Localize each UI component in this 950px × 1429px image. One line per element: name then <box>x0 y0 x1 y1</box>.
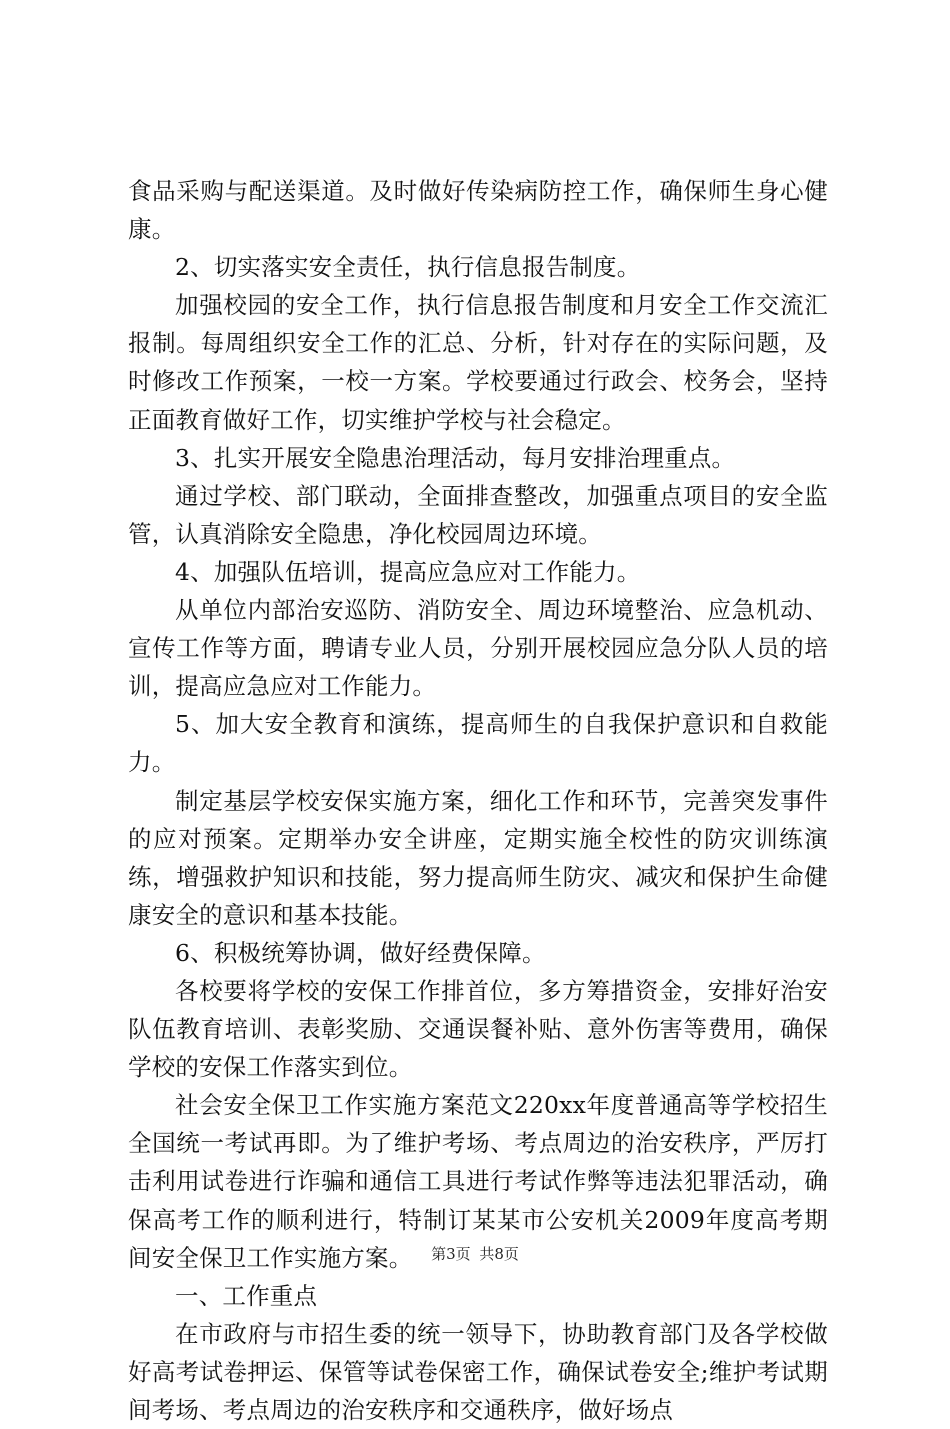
page-footer <box>0 1244 950 1264</box>
paragraph-3: 加强校园的安全工作，执行信息报告制度和月安全工作交流汇报制。每周组织安全工作的汇总、分析，针对存在的实际问题，及时修改工作预案，一校一方案。学校要通过行政会、校务会，坚持正面教育做好工作，切实维护学校与社会稳定。 <box>128 291 828 434</box>
page-total: 共8页 <box>479 1245 519 1263</box>
page-number: 第3页 <box>431 1245 471 1263</box>
paragraph-11: 各校要将学校的安保工作排首位，多方筹措资金，安排好治安队伍教育培训、表彰奖励、交通误餐补贴、意外伤害等费用，确保学校的安保工作落实到位。 <box>128 976 828 1082</box>
paragraph-4: 3、扎实开展安全隐患治理活动，每月安排治理重点。 <box>175 443 736 472</box>
paragraph-10: 6、积极统筹协调，做好经费保障。 <box>175 938 546 967</box>
document-body <box>128 172 828 1429</box>
paragraph-1: 食品采购与配送渠道。及时做好传染病防控工作，确保师生身心健康。 <box>128 177 828 244</box>
paragraph-12: 社会安全保卫工作实施方案范文220xx年度普通高等学校招生全国统一考试再即。为了维护考场、考点周边的治安秩序，严厉打击利用试卷进行诈骗和通信工具进行考试作弊等违法犯罪活动，确保高考工作的顺利进行，特制订某某市公安机关2009年度高考期间安全保卫工作实施方案。 <box>128 1091 828 1272</box>
paragraph-2: 2、切实落实安全责任，执行信息报告制度。 <box>175 253 641 282</box>
paragraph-8: 5、加大安全教育和演练，提高师生的自我保护意识和自救能力。 <box>128 710 828 777</box>
paragraph-14: 在市政府与市招生委的统一领导下，协助教育部门及各学校做好高考试卷押运、保管等试卷保密工作，确保试卷安全;维护考试期间考场、考点周边的治安秩序和交通秩序，做好场点 <box>128 1319 828 1424</box>
paragraph-7: 从单位内部治安巡防、消防安全、周边环境整治、应急机动、宣传工作等方面，聘请专业人员，分别开展校园应急分队人员的培训，提高应急应对工作能力。 <box>128 596 828 701</box>
paragraph-9: 制定基层学校安保实施方案，细化工作和环节，完善突发事件的应对预案。定期举办安全讲座，定期实施全校性的防灾训练演练，增强救护知识和技能，努力提高师生防灾、减灾和保护生命健康安全的意识和基本技能。 <box>128 786 828 929</box>
paragraph-6: 4、加强队伍培训，提高应急应对工作能力。 <box>175 557 641 586</box>
paragraph-13: 一、工作重点 <box>175 1281 318 1310</box>
paragraph-5: 通过学校、部门联动，全面排查整改，加强重点项目的安全监管，认真消除安全隐患，净化校园周边环境。 <box>128 481 828 548</box>
